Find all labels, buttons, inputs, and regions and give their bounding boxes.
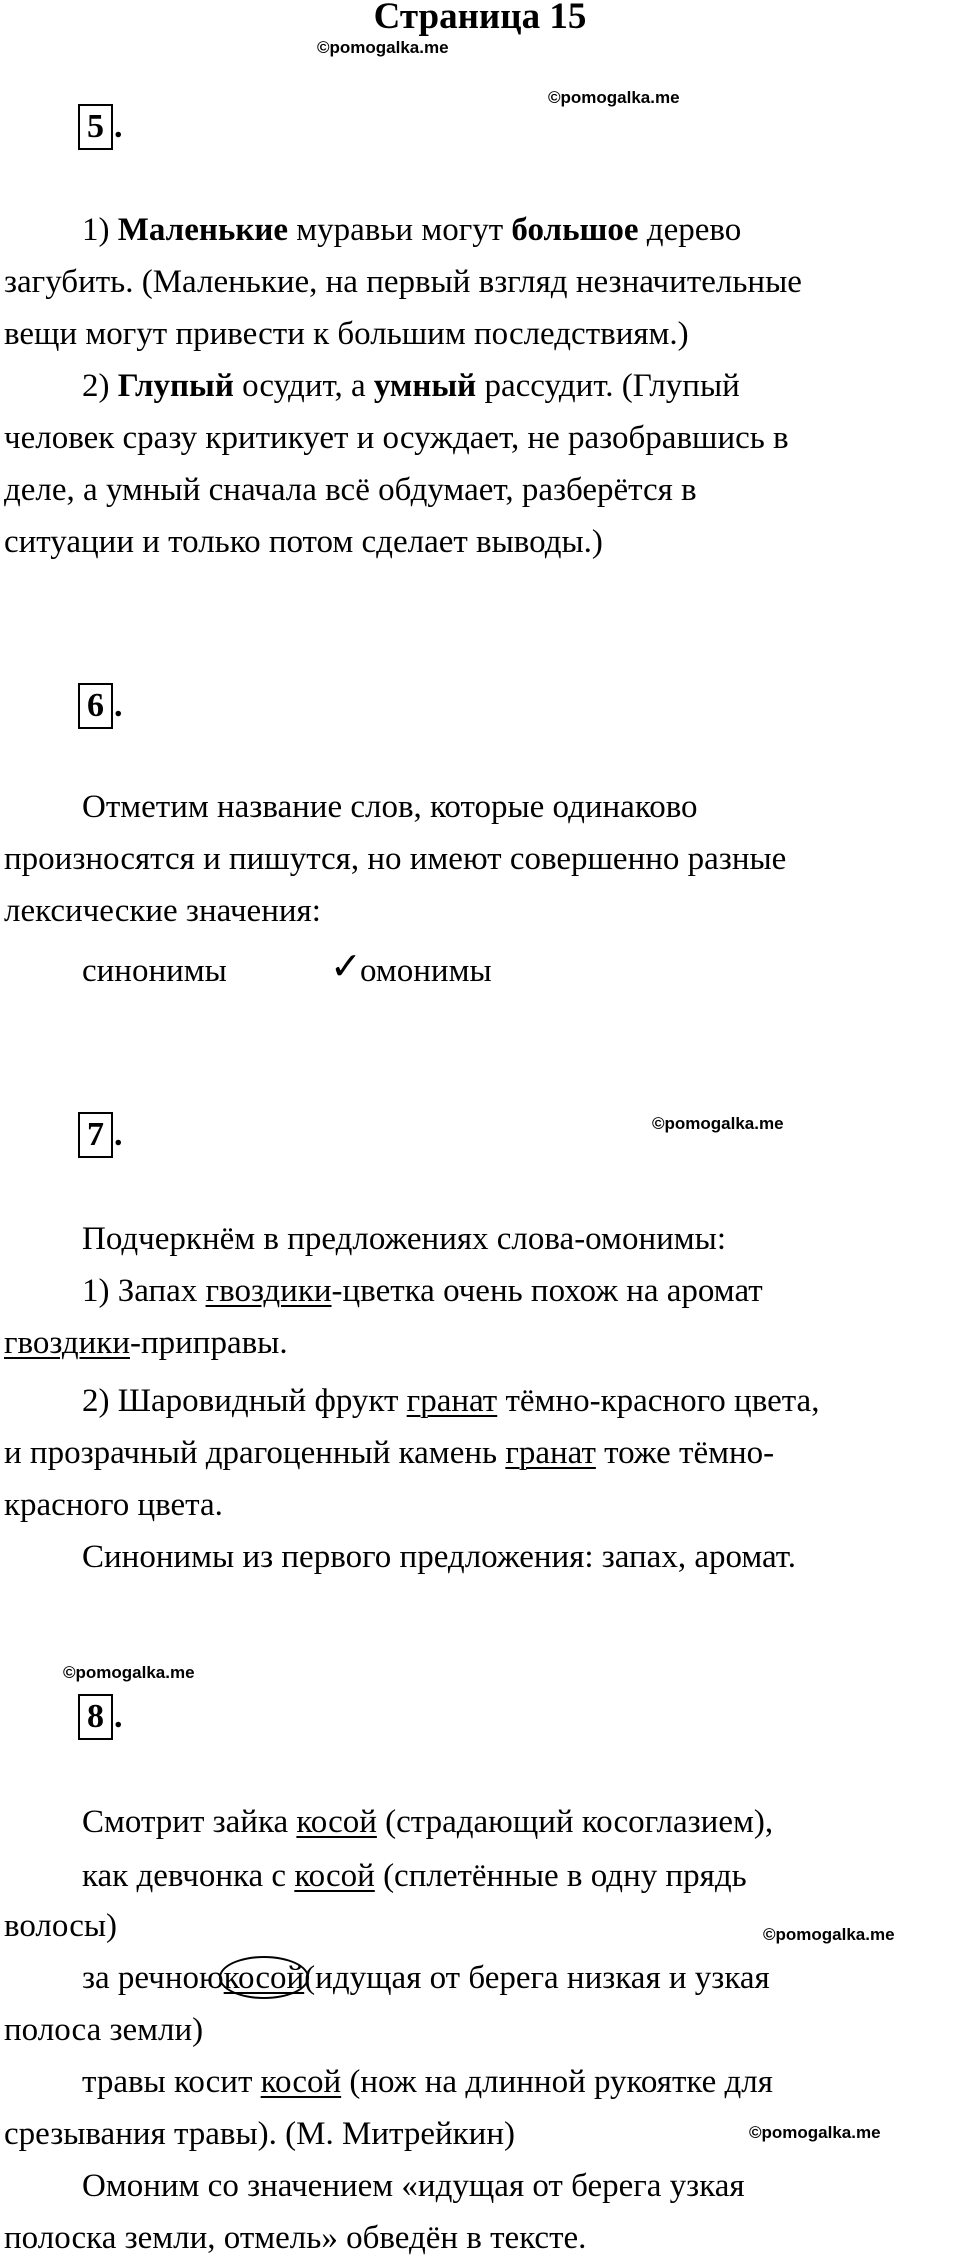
underlined-homonym: косой <box>260 2064 342 2100</box>
underlined-homonym: гвоздики <box>4 1325 130 1361</box>
task-number-box: 8 <box>78 1694 113 1740</box>
task7-intro: Подчеркнём в предложениях слова-омонимы: <box>82 1221 726 1257</box>
checkmark-icon: ✓ <box>330 946 362 988</box>
task7-s2-line3: красного цвета. <box>4 1487 223 1523</box>
task5-p1-line3: вещи могут привести к большим последствиям.) <box>4 316 689 352</box>
task8-verse2-line1: как девчонка с косой (сплетённые в одну прядь <box>82 1858 747 1894</box>
task-number-box: 5 <box>78 104 113 150</box>
task8-verse4-line2: срезывания травы). (М. Митрейкин) <box>4 2116 515 2152</box>
watermark: ©pomogalka.me <box>749 2123 881 2142</box>
task-number-7 <box>78 1112 123 1158</box>
task7-synonyms: Синонимы из первого предложения: запах, аромат. <box>82 1539 796 1575</box>
task8-verse1: Смотрит зайка косой (страдающий косоглазием), <box>82 1804 774 1840</box>
task7-s2-line1: 2) Шаровидный фрукт гранат тёмно-красного цвета, <box>82 1383 820 1419</box>
task-number-box: 7 <box>78 1112 113 1158</box>
underlined-homonym: косой <box>294 1858 375 1894</box>
task6-line3: лексические значения: <box>4 893 321 929</box>
task5-p1-line1: 1) Маленькие муравьи могут большое дерево <box>82 212 742 248</box>
task6-line2: произносятся и пишутся, но имеют совершенно разные <box>4 841 787 877</box>
task6-line1: Отметим название слов, которые одинаково <box>82 789 698 825</box>
task7-s2-line2: и прозрачный драгоценный камень гранат тоже тёмно- <box>4 1435 775 1471</box>
task8-verse4-line1: травы косит косой (нож на длинной рукоятке для <box>82 2064 773 2100</box>
page-title: Страница 15 <box>373 0 587 37</box>
task5-p2-line1: 2) Глупый осудит, а умный рассудит. (Глупый <box>82 368 740 404</box>
task8-verse2-line2: волосы) <box>4 1908 118 1944</box>
option-synonyms: синонимы <box>82 953 227 989</box>
task8-verse3-line2: полоса земли) <box>4 2012 204 2048</box>
task-number-6 <box>78 683 123 729</box>
watermark: ©pomogalka.me <box>63 1663 195 1682</box>
task-number-dot: . <box>114 1698 123 1735</box>
underlined-homonym: гранат <box>505 1435 596 1471</box>
task7-s1-line2: гвоздики-приправы. <box>4 1325 288 1361</box>
watermark: ©pomogalka.me <box>652 1114 784 1133</box>
watermark: ©pomogalka.me <box>548 88 680 107</box>
circled-homonym: косой <box>224 1958 305 1998</box>
circle-mark-icon <box>219 1956 310 1999</box>
underlined-homonym: косой <box>296 1804 377 1840</box>
task-number-dot: . <box>114 687 123 724</box>
task-number-box: 6 <box>78 683 113 729</box>
underlined-homonym: гвоздики <box>205 1273 332 1309</box>
task5-p2-line2: человек сразу критикует и осуждает, не разобравшись в <box>4 420 789 456</box>
option-homonyms: омонимы <box>360 953 492 989</box>
watermark: ©pomogalka.me <box>317 38 449 57</box>
task5-p2-line4: ситуации и только потом сделает выводы.) <box>4 524 603 560</box>
task8-conclusion-line1: Омоним со значением «идущая от берега узкая <box>82 2168 745 2204</box>
underlined-homonym: гранат <box>406 1383 498 1419</box>
task5-p2-line3: деле, а умный сначала всё обдумает, разберётся в <box>4 472 697 508</box>
task-number-dot: . <box>114 1116 123 1153</box>
task-number-8 <box>78 1694 123 1740</box>
task-number-5 <box>78 104 123 150</box>
task8-conclusion-line2: полоска земли, отмель» обведён в тексте. <box>4 2220 587 2256</box>
task5-p1-line2: загубить. (Маленькие, на первый взгляд незначительные <box>4 264 802 300</box>
task7-s1-line1: 1) Запах гвоздики-цветка очень похож на аромат <box>82 1273 763 1309</box>
task8-verse3-line1: за речноюкосой (идущая от берега низкая и узкая <box>82 1958 770 1998</box>
task-number-dot: . <box>114 108 123 145</box>
watermark: ©pomogalka.me <box>763 1925 895 1944</box>
